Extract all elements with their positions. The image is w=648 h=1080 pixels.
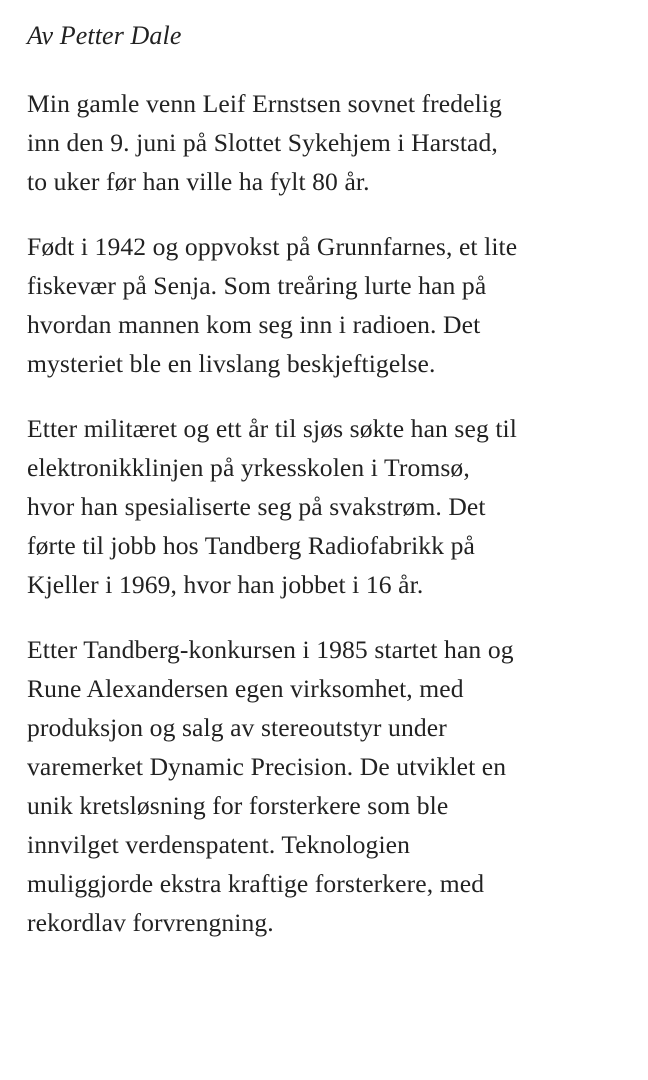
paragraph-line: hvor han spesialiserte seg på svakstrøm. Det xyxy=(27,492,486,521)
paragraph-line: Etter Tandberg-konkursen i 1985 startet han og xyxy=(27,635,514,664)
paragraph-line: elektronikklinjen på yrkesskolen i Tromsø, xyxy=(27,453,470,482)
paragraph-3 xyxy=(27,409,627,604)
paragraph-line: hvordan mannen kom seg inn i radioen. Det xyxy=(27,310,481,339)
paragraph-line: Kjeller i 1969, hvor han jobbet i 16 år. xyxy=(27,570,424,599)
paragraph-line: muliggjorde ekstra kraftige forsterkere, med xyxy=(27,869,485,898)
paragraph-line: Min gamle venn Leif Ernstsen sovnet fredelig xyxy=(27,89,502,118)
paragraph-line: førte til jobb hos Tandberg Radiofabrikk på xyxy=(27,531,475,560)
paragraph-line: varemerket Dynamic Precision. De utviklet en xyxy=(27,752,507,781)
paragraph-2 xyxy=(27,227,627,383)
paragraph-line: rekordlav forvrengning. xyxy=(27,908,274,937)
paragraph-line: inn den 9. juni på Slottet Sykehjem i Harstad, xyxy=(27,128,498,157)
paragraph-line: Født i 1942 og oppvokst på Grunnfarnes, et lite xyxy=(27,232,518,261)
article-body xyxy=(27,16,627,968)
paragraph-line: to uker før han ville ha fylt 80 år. xyxy=(27,167,370,196)
paragraph-1 xyxy=(27,84,627,201)
paragraph-line: produksjon og salg av stereoutstyr under xyxy=(27,713,447,742)
paragraph-4 xyxy=(27,630,627,942)
paragraph-line: Etter militæret og ett år til sjøs søkte han seg til xyxy=(27,414,517,443)
paragraph-line: fiskevær på Senja. Som treåring lurte han på xyxy=(27,271,487,300)
paragraph-line: innvilget verdenspatent. Teknologien xyxy=(27,830,411,859)
byline: Av Petter Dale xyxy=(27,21,182,50)
paragraph-line: unik kretsløsning for forsterkere som ble xyxy=(27,791,449,820)
paragraph-line: mysteriet ble en livslang beskjeftigelse. xyxy=(27,349,436,378)
paragraph-line: Rune Alexandersen egen virksomhet, med xyxy=(27,674,464,703)
